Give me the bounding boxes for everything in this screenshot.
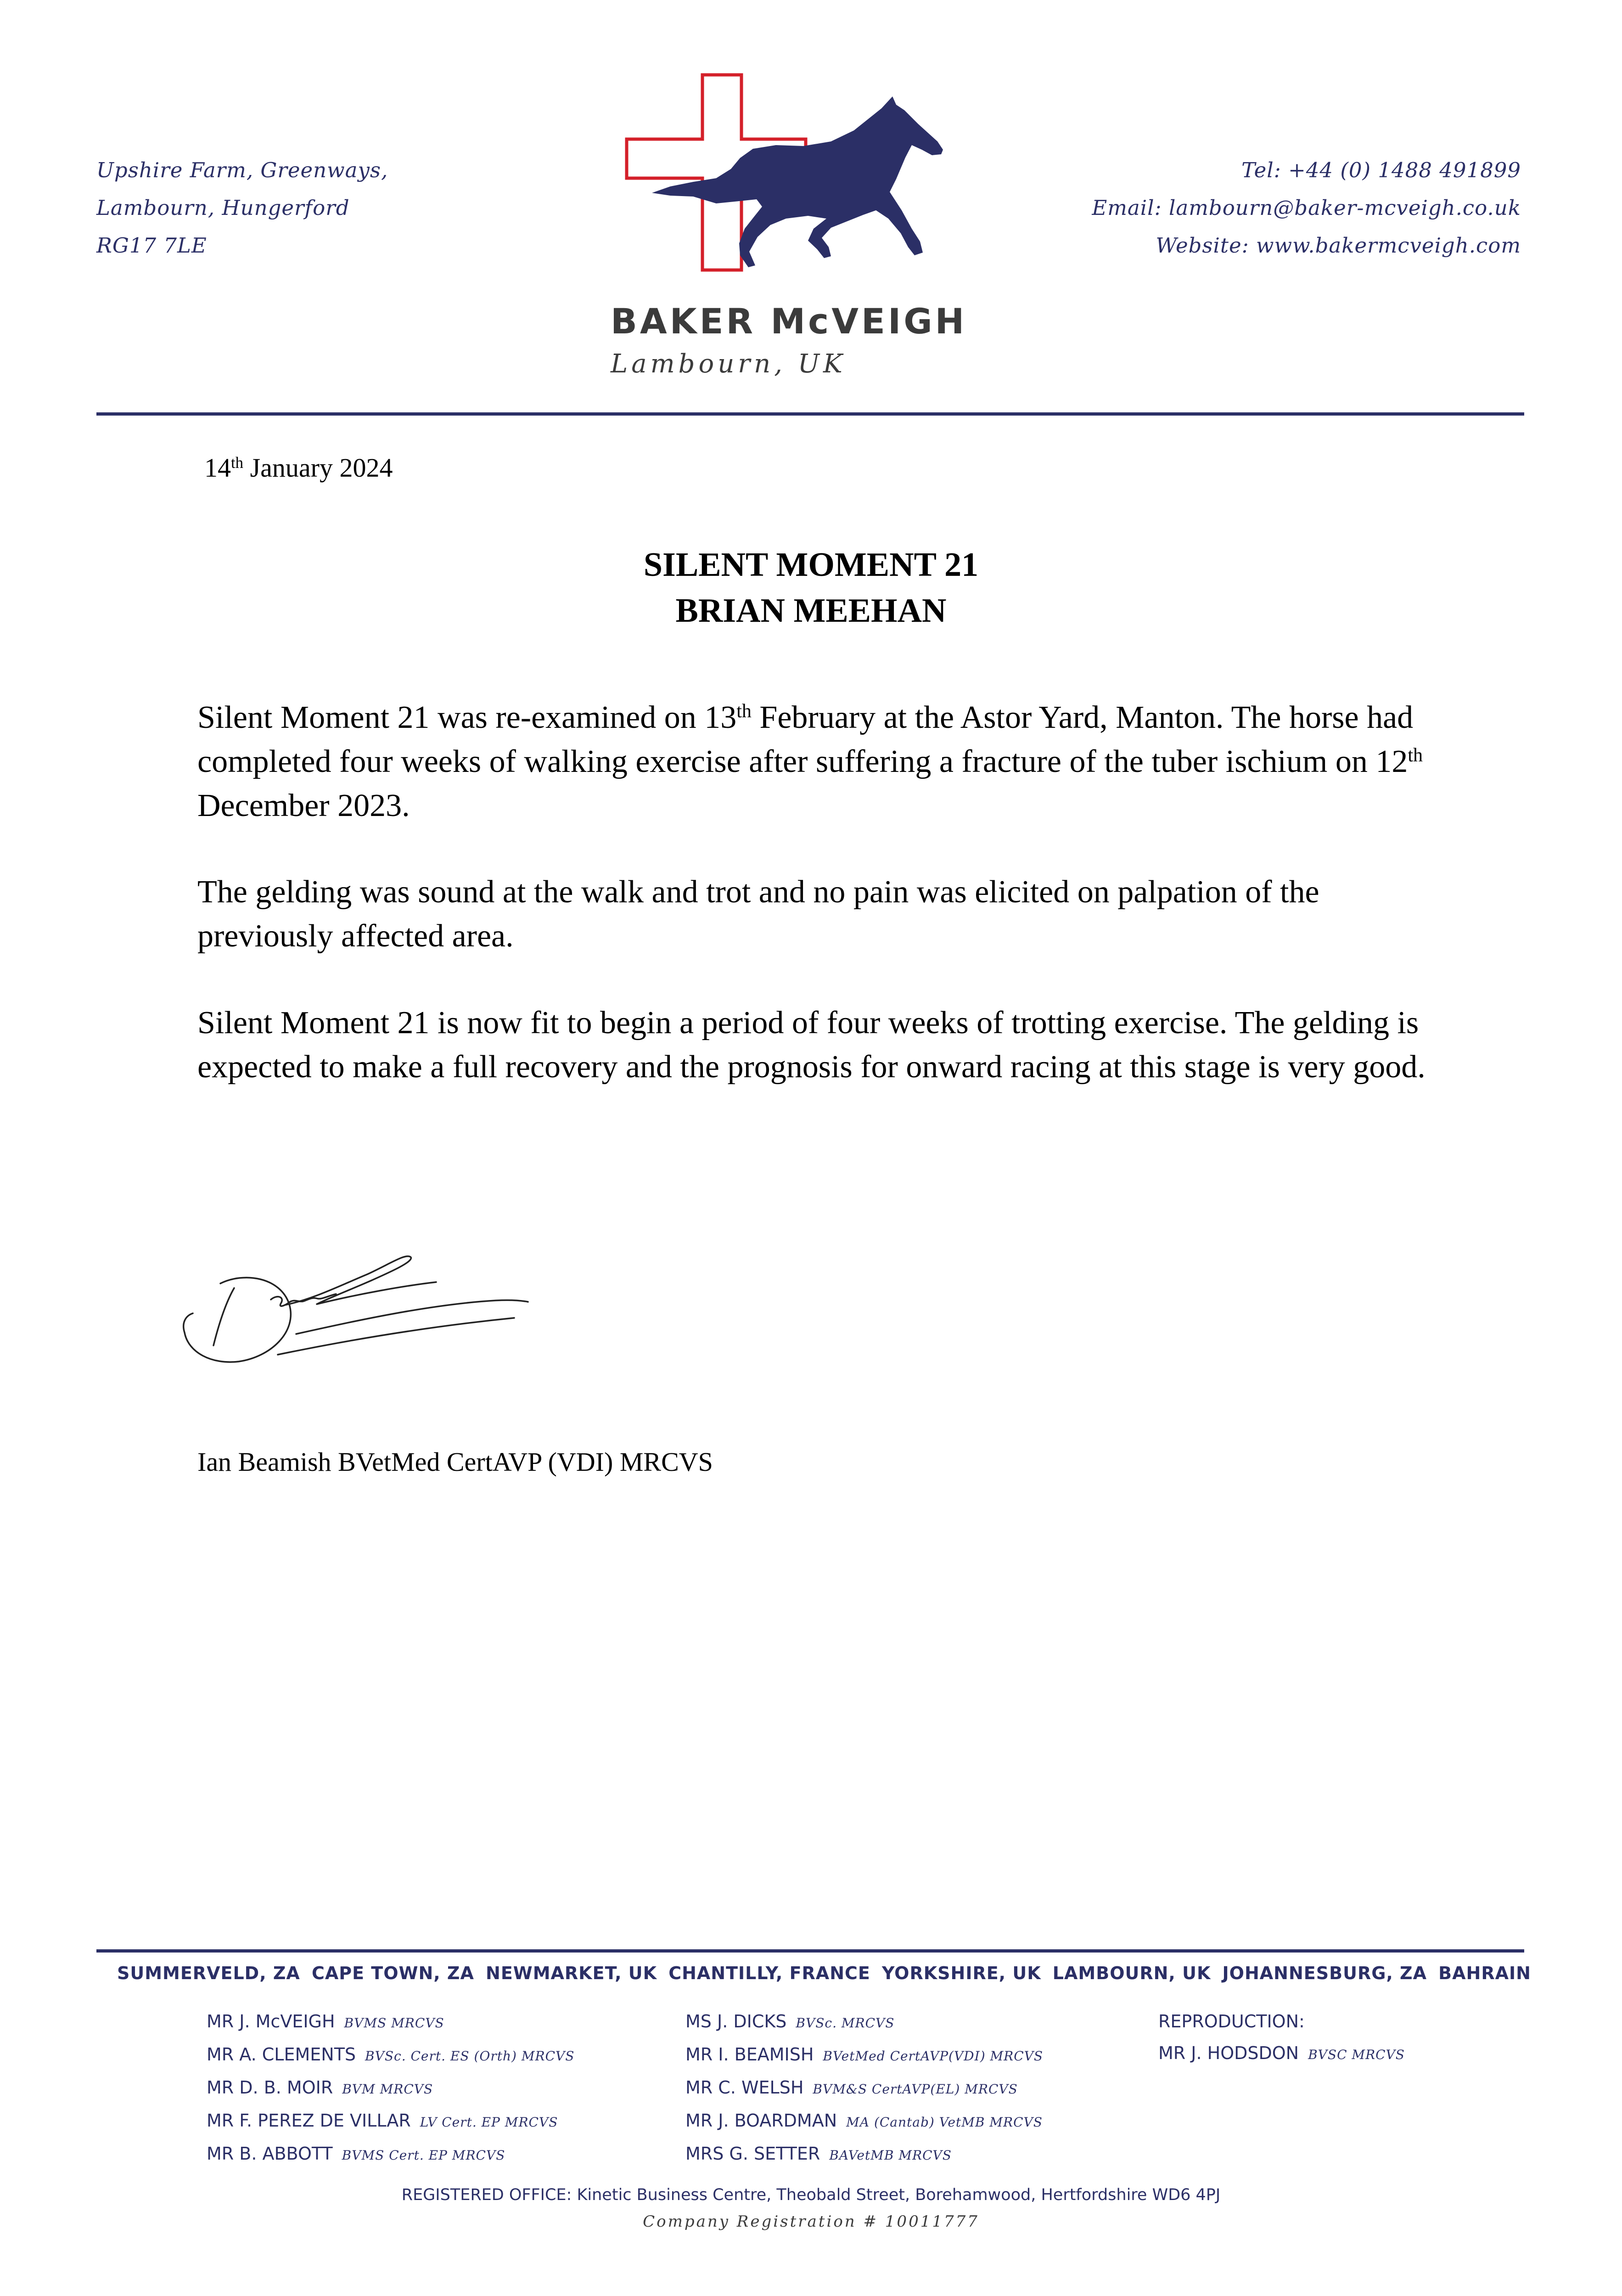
brand-location: Lambourn, UK	[611, 349, 846, 379]
address-line: RG17 7LE	[96, 233, 207, 258]
staff-name: MR B. ABBOTT	[207, 2144, 333, 2164]
staff-quals: BVSC MRCVS	[1308, 2047, 1405, 2062]
p1-sup-b: th	[1408, 744, 1423, 766]
brand-name: BAKER McVEIGH	[611, 301, 967, 342]
horse-icon	[652, 96, 943, 267]
staff-row	[685, 2006, 1043, 2039]
company-registration: Company Registration # 10011777	[643, 2212, 979, 2231]
staff-column-1	[207, 2006, 574, 2171]
location-item: CAPE TOWN, ZA	[311, 1963, 474, 1983]
staff-quals: BVM MRCVS	[342, 2082, 433, 2097]
staff-name: MR C. WELSH	[685, 2077, 804, 2098]
location-item: CHANTILLY, FRANCE	[668, 1963, 870, 1983]
date-month-year: January 2024	[243, 453, 393, 483]
staff-row	[207, 2006, 574, 2039]
header-divider	[96, 412, 1524, 416]
staff-name: MS J. DICKS	[685, 2011, 787, 2032]
staff-column-3	[1158, 2006, 1405, 2071]
staff-row	[207, 2072, 574, 2105]
staff-name: MR A. CLEMENTS	[207, 2044, 356, 2065]
paragraph-prognosis: Silent Moment 21 is now fit to begin a period of four weeks of trotting exercise. The gelding is expected to make a full recovery and the prognosis for onward racing at this stage is very good.	[197, 1005, 1426, 1085]
address-line: Upshire Farm, Greenways,	[96, 158, 388, 182]
staff-quals: BVSc. MRCVS	[796, 2015, 895, 2031]
reproduction-label: REPRODUCTION:	[1158, 2011, 1305, 2032]
staff-quals: BAVetMB MRCVS	[829, 2148, 952, 2163]
letter-date	[204, 452, 393, 483]
horse-name: SILENT MOMENT 21	[643, 546, 979, 584]
staff-quals: BVM&S CertAVP(EL) MRCVS	[813, 2082, 1018, 2097]
location-item: BAHRAIN	[1438, 1963, 1531, 1983]
staff-quals: BVSc. Cert. ES (Orth) MRCVS	[365, 2048, 575, 2064]
address-line: Lambourn, Hungerford	[96, 196, 350, 220]
p1-text-b: February at the Astor Yard, Manton. The horse had completed four weeks of walking exercise after suffering a fracture of the tuber ischium on 12	[197, 700, 1414, 779]
staff-quals: LV Cert. EP MRCVS	[420, 2115, 558, 2130]
staff-row	[207, 2138, 574, 2171]
staff-row	[1158, 2037, 1405, 2071]
staff-quals: BVMS Cert. EP MRCVS	[342, 2148, 505, 2163]
staff-row	[685, 2072, 1043, 2105]
company-address	[96, 152, 388, 264]
staff-row	[207, 2039, 574, 2072]
footer-divider	[96, 1949, 1524, 1953]
staff-name: MR I. BEAMISH	[685, 2044, 814, 2065]
staff-row	[685, 2105, 1043, 2138]
company-contact	[1092, 152, 1521, 264]
staff-name: MR F. PEREZ DE VILLAR	[207, 2110, 411, 2131]
staff-row	[685, 2138, 1043, 2171]
p1-sup-a: th	[736, 700, 752, 722]
staff-quals: MA (Cantab) VetMB MRCVS	[846, 2115, 1043, 2130]
staff-column-2	[685, 2006, 1043, 2171]
staff-name: MR D. B. MOIR	[207, 2077, 333, 2098]
paragraph-reexamination	[197, 696, 1446, 828]
staff-quals: BVMS MRCVS	[344, 2015, 444, 2031]
contact-website: Website: www.bakermcveigh.com	[1156, 233, 1521, 258]
paragraph-findings: The gelding was sound at the walk and trot and no pain was elicited on palpation of the previously affected area.	[197, 874, 1319, 954]
location-item: JOHANNESBURG, ZA	[1222, 1963, 1427, 1983]
trainer-name: BRIAN MEEHAN	[675, 592, 947, 630]
location-item: NEWMARKET, UK	[486, 1963, 657, 1983]
letter-heading	[0, 542, 1622, 634]
handwritten-signature	[174, 1235, 556, 1391]
contact-email: Email: lambourn@baker-mcveigh.co.uk	[1092, 196, 1521, 220]
registered-office: REGISTERED OFFICE: Kinetic Business Centre, Theobald Street, Borehamwood, Hertfordshire WD6 4PJ	[401, 2186, 1221, 2204]
p1-text-a: Silent Moment 21 was re-examined on 13	[197, 700, 737, 735]
date-day: 14	[204, 453, 231, 483]
p1-text-c: December 2023.	[197, 788, 410, 823]
signatory-name: Ian Beamish BVetMed CertAVP (VDI) MRCVS	[197, 1447, 713, 1477]
staff-name: MRS G. SETTER	[685, 2144, 820, 2164]
staff-name: MR J. HODSDON	[1158, 2043, 1299, 2063]
staff-name: MR J. McVEIGH	[207, 2011, 335, 2032]
location-item: YORKSHIRE, UK	[881, 1963, 1041, 1983]
staff-row	[207, 2105, 574, 2138]
staff-quals: BVetMed CertAVP(VDI) MRCVS	[823, 2048, 1044, 2064]
staff-row	[685, 2039, 1043, 2072]
contact-phone: Tel: +44 (0) 1488 491899	[1241, 158, 1521, 182]
location-item: SUMMERVELD, ZA	[117, 1963, 300, 1983]
location-item: LAMBOURN, UK	[1052, 1963, 1211, 1983]
baker-mcveigh-logo	[624, 73, 973, 279]
office-locations	[117, 1963, 1531, 1983]
staff-name: MR J. BOARDMAN	[685, 2110, 837, 2131]
date-suffix: th	[231, 453, 244, 472]
